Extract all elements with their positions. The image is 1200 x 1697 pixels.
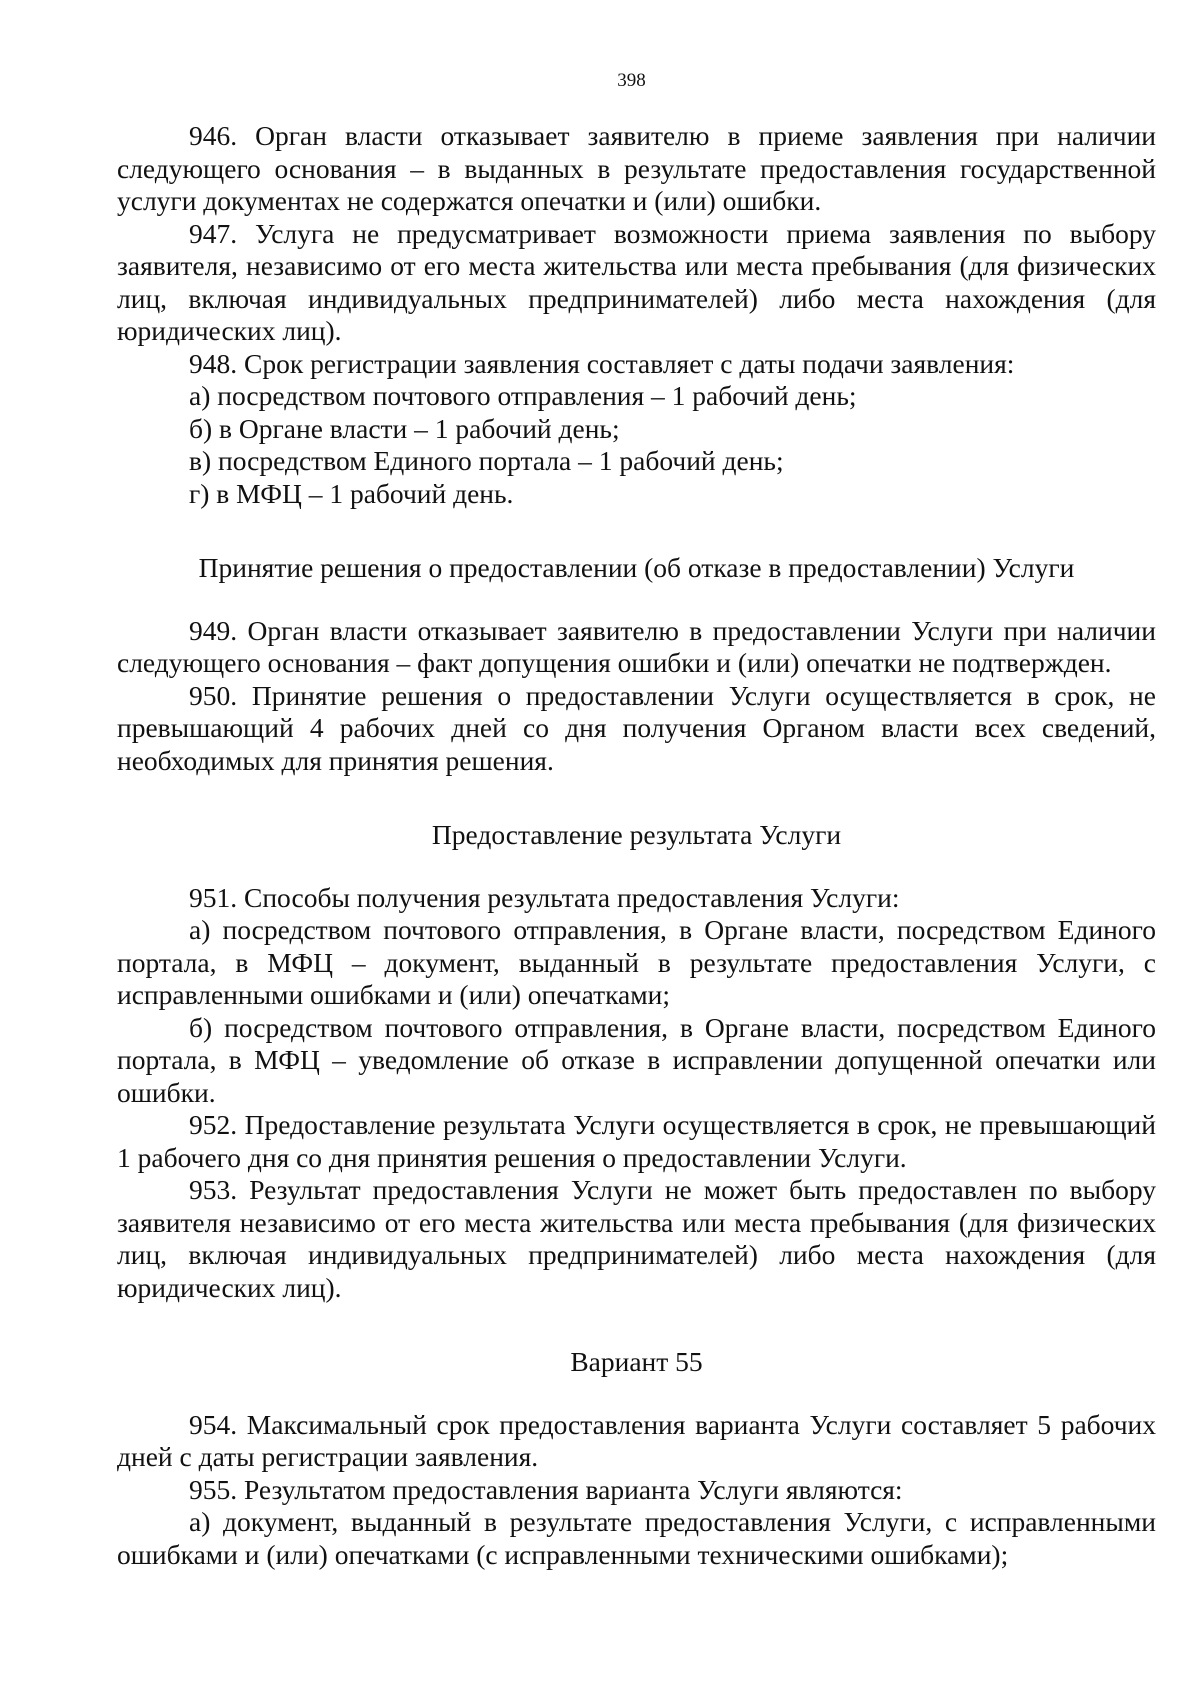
paragraph-955-a: а) документ, выданный в результате предоставления Услуги, с исправленными ошибками и (или) опечатками (с исправленными техническими ошибками);	[117, 1506, 1156, 1570]
section-heading-result: Предоставление результата Услуги	[431, 819, 842, 850]
paragraph-952: 952. Предоставление результата Услуги осуществляется в срок, не превышающий 1 рабочего дня со дня принятия решения о предоставлении Услуги.	[117, 1109, 1156, 1173]
paragraph-947: 947. Услуга не предусматривает возможности приема заявления по выбору заявителя, независимо от его места жительства или места пребывания (для физических лиц, включая индивидуальных предпринимателей) либо места нахождения (для юридических лиц).	[117, 217, 1156, 346]
paragraph-950: 950. Принятие решения о предоставлении Услуги осуществляется в срок, не превышающий 4 рабочих дней со дня получения Органом власти всех сведений, необходимых для принятия решения.	[117, 679, 1156, 776]
list-item: а) посредством почтового отправления – 1 рабочий день;	[189, 380, 857, 411]
paragraph-949: 949. Орган власти отказывает заявителю в предоставлении Услуги при наличии следующего основания – факт допущения ошибки и (или) опечатки не подтвержден.	[117, 614, 1156, 678]
document-body	[117, 120, 1156, 1571]
paragraph-951: 951. Способы получения результата предоставления Услуги:	[189, 881, 900, 913]
section-heading-decision: Принятие решения о предоставлении (об отказе в предоставлении) Услуги	[198, 552, 1075, 583]
paragraph-946: 946. Орган власти отказывает заявителю в приеме заявления при наличии следующего основания – в выданных в результате предоставления государственной услуги документах не содержатся опечатки и (или) ошибки.	[117, 120, 1156, 216]
paragraph-953: 953. Результат предоставления Услуги не может быть предоставлен по выбору заявителя независимо от его места жительства или места пребывания (для физических лиц, включая индивидуальных предпринимателей) либо места нахождения (для юридических лиц).	[117, 1174, 1156, 1303]
list-item: в) посредством Единого портала – 1 рабочий день;	[189, 445, 784, 476]
paragraph-951-b: б) посредством почтового отправления, в Органе власти, посредством Единого портала, в МФЦ – уведомление об отказе в исправлении допущенной опечатки или ошибки.	[117, 1011, 1156, 1108]
list-item: б) в Органе власти – 1 рабочий день;	[189, 412, 620, 444]
list-item: г) в МФЦ – 1 рабочий день.	[189, 477, 514, 509]
paragraph-951-a: а) посредством почтового отправления, в Органе власти, посредством Единого портала, в МФЦ – документ, выданный в результате предоставления Услуги, с исправленными ошибками и (или) опечатками;	[117, 914, 1156, 1010]
paragraph-955: 955. Результатом предоставления варианта Услуги являются:	[189, 1473, 903, 1505]
section-heading-variant: Вариант 55	[570, 1346, 703, 1377]
page-number: 398	[617, 70, 646, 91]
paragraph-948: 948. Срок регистрации заявления составляет с даты подачи заявления:	[189, 347, 1015, 379]
paragraph-954: 954. Максимальный срок предоставления варианта Услуги составляет 5 рабочих дней с даты регистрации заявления.	[117, 1408, 1156, 1472]
